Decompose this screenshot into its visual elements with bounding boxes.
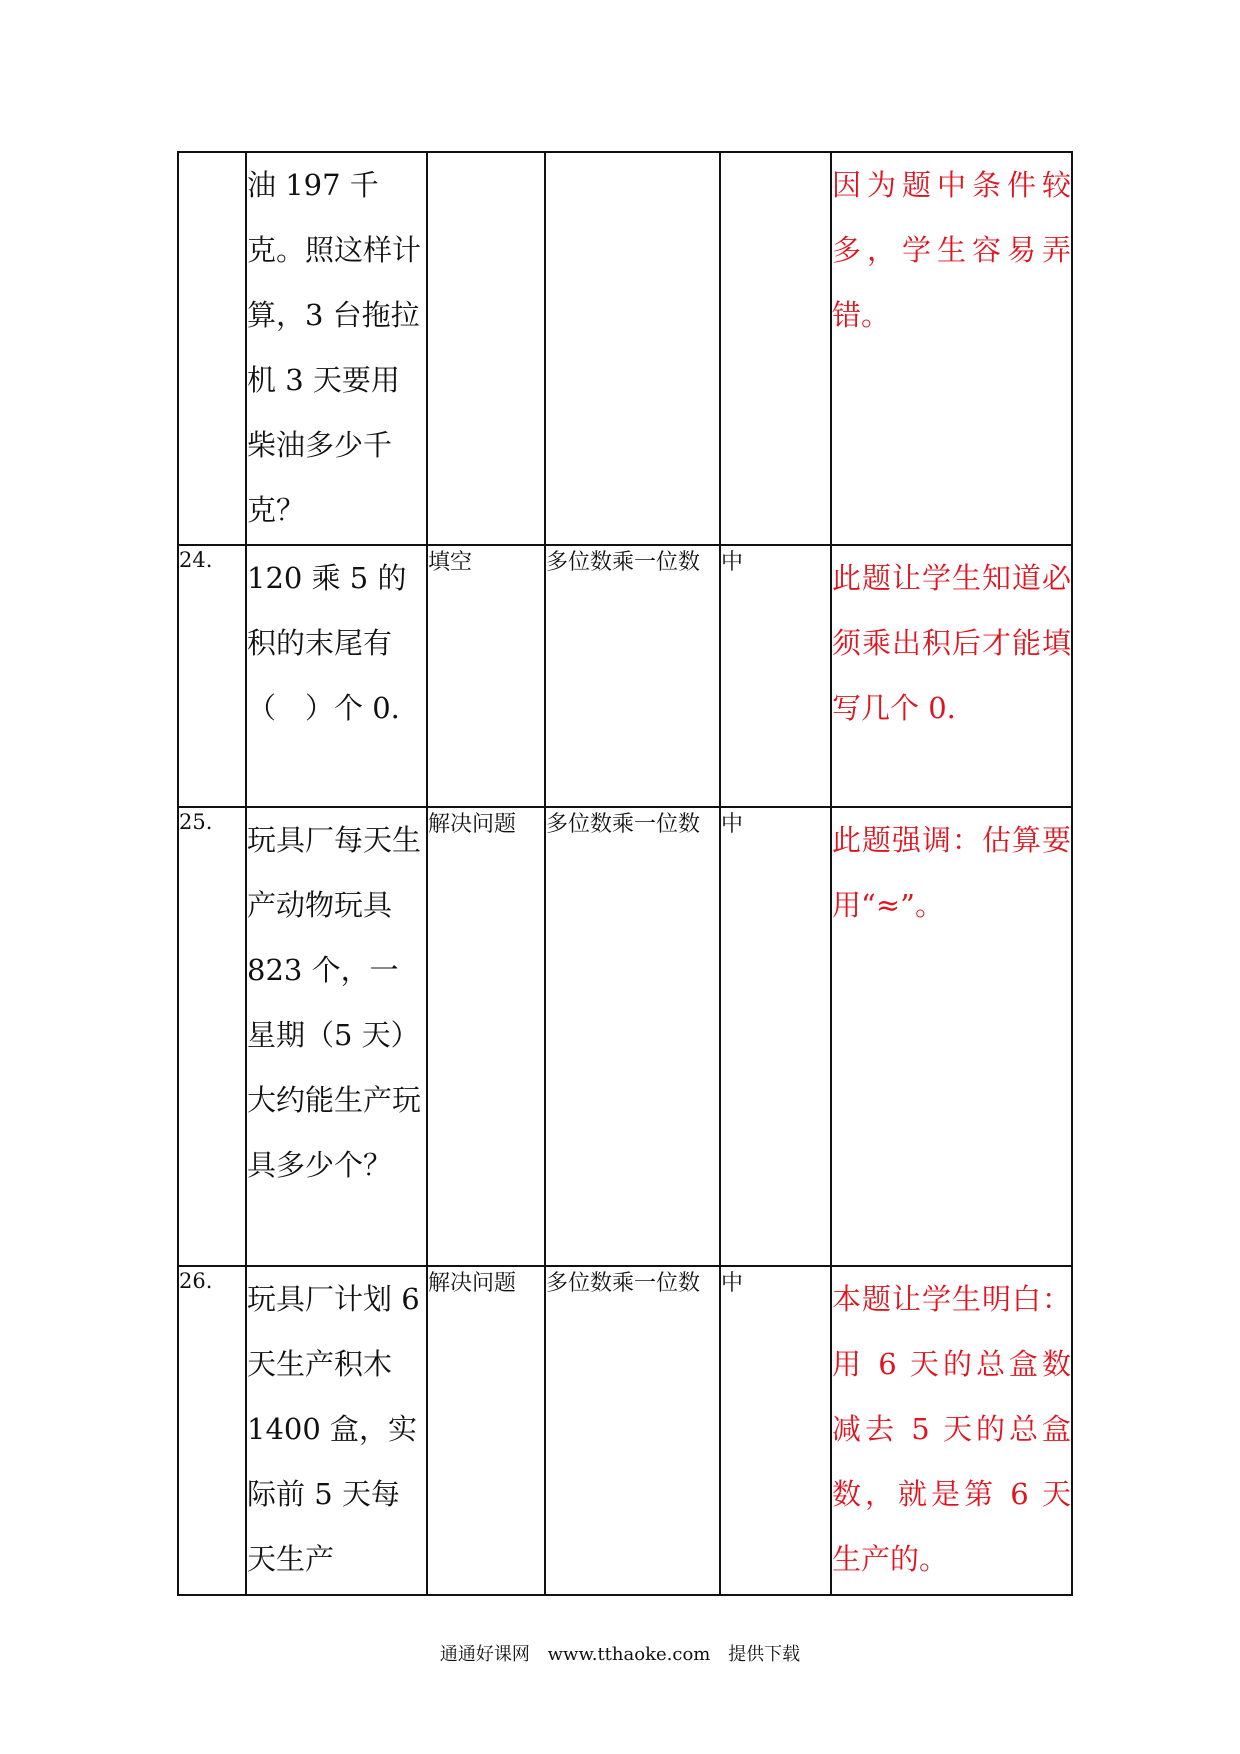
question-number — [178, 152, 246, 545]
teaching-note: 本题让学生明白：用 6 天的总盒数减去 5 天的总盒数，就是第 6 天生产的。 — [831, 1266, 1072, 1595]
teaching-note: 此题让学生知道必须乘出积后才能填写几个 0. — [831, 545, 1072, 807]
difficulty — [720, 152, 831, 545]
difficulty: 中 — [720, 807, 831, 1266]
teaching-note: 此题强调：估算要用“≈”。 — [831, 807, 1072, 1266]
knowledge-point: 多位数乘一位数 — [545, 807, 720, 1266]
table-row — [178, 807, 1072, 1266]
table-row — [178, 152, 1072, 545]
question-text: 油 197 千克。照这样计算，3 台拖拉机 3 天要用柴油多少千克？ — [246, 152, 427, 545]
question-text: 120 乘 5 的积的末尾有（ ）个 0. — [246, 545, 427, 807]
knowledge-point — [545, 152, 720, 545]
page-footer — [0, 1640, 1240, 1666]
question-type: 解决问题 — [427, 1266, 545, 1595]
question-type: 填空 — [427, 545, 545, 807]
footer-url[interactable]: www.tthaoke.com — [547, 1644, 711, 1665]
question-number: 25. — [178, 807, 246, 1266]
table-row — [178, 1266, 1072, 1595]
difficulty: 中 — [720, 1266, 831, 1595]
table-row — [178, 545, 1072, 807]
question-text: 玩具厂每天生产动物玩具 823 个，一星期（5 天）大约能生产玩具多少个？ — [246, 807, 427, 1266]
question-text: 玩具厂计划 6 天生产积木 1400 盒，实际前 5 天每天生产 — [246, 1266, 427, 1595]
knowledge-point: 多位数乘一位数 — [545, 545, 720, 807]
knowledge-point: 多位数乘一位数 — [545, 1266, 720, 1595]
difficulty: 中 — [720, 545, 831, 807]
teaching-note: 因为题中条件较多，学生容易弄错。 — [831, 152, 1072, 545]
question-table — [177, 151, 1073, 1596]
question-type — [427, 152, 545, 545]
footer-site-name: 通通好课网 — [439, 1644, 530, 1665]
question-number: 24. — [178, 545, 246, 807]
question-number: 26. — [178, 1266, 246, 1595]
footer-action: 提供下载 — [728, 1644, 801, 1665]
question-type: 解决问题 — [427, 807, 545, 1266]
